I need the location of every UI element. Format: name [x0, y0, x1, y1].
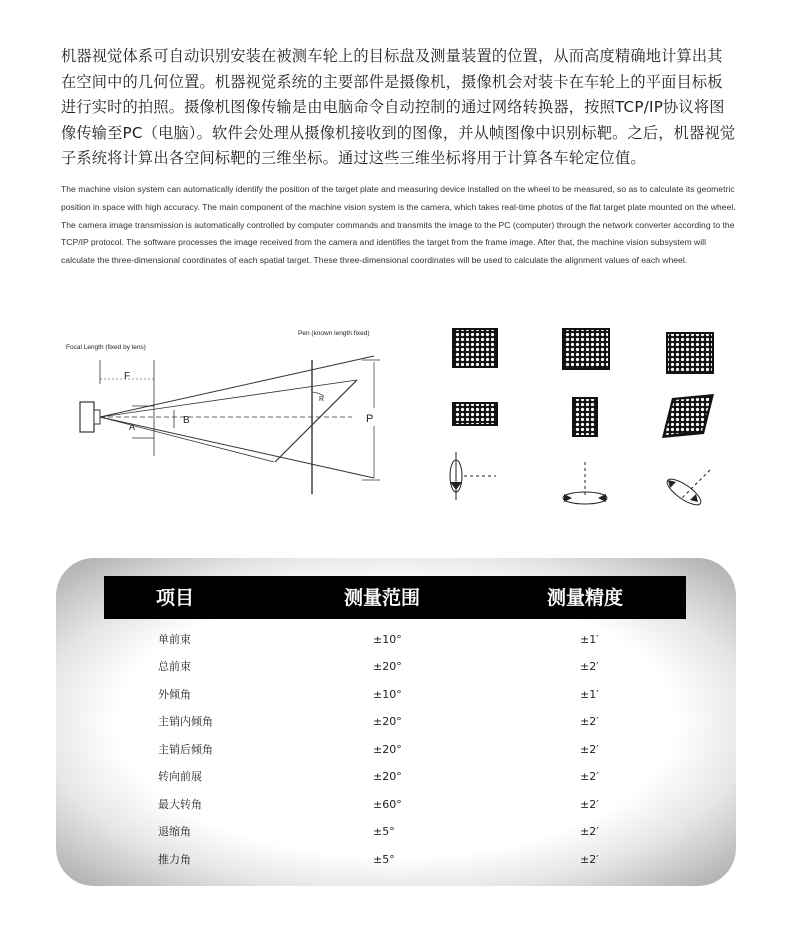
cell-range: ±20° [373, 770, 402, 783]
camera-body [80, 402, 94, 432]
cell-range: ±5° [373, 853, 395, 866]
header-range: 测量范围 [344, 587, 421, 609]
cell-accuracy: ±2′ [580, 770, 599, 783]
table-row [104, 792, 686, 819]
table-row [104, 654, 686, 681]
table-row [104, 847, 686, 874]
r-label: R [319, 396, 325, 403]
rotation-vertical-icon [450, 452, 496, 500]
cell-accuracy: ±2′ [580, 853, 599, 866]
camera-geometry-diagram [62, 322, 392, 507]
target-plate-front-1 [452, 328, 498, 368]
f-label: F [124, 371, 131, 382]
intro-english: The machine vision system can automatically identify the position of the target plate and measuring device installed on the wheel to be measured, so as to calculate its geometric position in space with high accuracy. The main component of the machine vision system is the camera, which takes real-time photos of the flat target plate mounted on the wheel. The camera image transmission is automatically controlled by computer commands and transmits the image to the PC (computer) through the network converter according to the TCP/IP protocol. The software processes the image received from the camera and identifies the target from the frame image. After that, the machine vision subsystem will calculate the three-dimensional coordinates of each spatial target. These three-dimensional coordinates will be used to calculate the alignment values of each wheel. [61, 184, 736, 266]
cell-range: ±20° [373, 660, 402, 673]
cell-accuracy: ±2′ [580, 715, 599, 728]
cell-range: ±20° [373, 743, 402, 756]
rotation-horizontal-icon [563, 462, 607, 504]
target-plate-squeezed-horizontal [452, 402, 498, 426]
cell-item: 退缩角 [158, 825, 191, 838]
target-plate-front-3 [666, 332, 714, 374]
cell-item: 最大转角 [158, 798, 202, 811]
cell-accuracy: ±2′ [580, 825, 599, 838]
header-item: 项目 [156, 587, 195, 609]
cell-range: ±10° [373, 688, 402, 701]
cell-item: 推力角 [158, 853, 191, 866]
table-row [104, 709, 686, 736]
target-plate-squeezed-vertical [572, 397, 598, 437]
cell-item: 主销后倾角 [158, 743, 213, 756]
table-row [104, 737, 686, 764]
table-row [104, 764, 686, 791]
cell-range: ±10° [373, 633, 402, 646]
table-row [104, 819, 686, 846]
cell-range: ±60° [373, 798, 402, 811]
cell-accuracy: ±2′ [580, 798, 599, 811]
target-icons [440, 322, 730, 512]
cell-item: 主销内倾角 [158, 715, 213, 728]
header-accuracy: 测量精度 [547, 587, 624, 609]
cell-accuracy: ±1′ [580, 633, 599, 646]
target-plate-front-2 [562, 328, 610, 370]
table-row [104, 682, 686, 709]
rotation-diagonal-icon [664, 470, 710, 509]
focal-length-label: Focal Length (fixed by lens) [66, 344, 146, 351]
a-label: A [129, 422, 136, 432]
cell-item: 外倾角 [158, 688, 191, 701]
target-plate-skewed [662, 394, 714, 438]
cell-range: ±5° [373, 825, 395, 838]
cell-range: ±20° [373, 715, 402, 728]
cell-accuracy: ±1′ [580, 688, 599, 701]
cell-item: 单前束 [158, 633, 191, 646]
cell-accuracy: ±2′ [580, 743, 599, 756]
cell-accuracy: ±2′ [580, 660, 599, 673]
camera-lens [94, 410, 100, 424]
b-label: B [183, 415, 190, 426]
cell-item: 转向前展 [158, 770, 202, 783]
cell-item: 总前束 [158, 660, 191, 673]
table-row [104, 627, 686, 654]
intro-chinese: 机器视觉体系可自动识别安装在被测车轮上的目标盘及测量装置的位置，从而高度精确地计算出其在空间中的几何位置。机器视觉系统的主要部件是摄像机，摄像机会对装卡在车轮上的平面目标板进行实时的拍照。摄像机图像传输是由电脑命令自动控制的通过网络转换器，按照TCP/IP协议将图像传输至PC（电脑）。软件会处理从摄像机接收到的图像，并从帧图像中识别标靶。之后，机器视觉子系统将计算出各空间标靶的三维坐标。通过这些三维坐标将用于计算各车轮定位值。 [61, 47, 736, 168]
table-header [104, 576, 686, 619]
pen-label: Pen (known length fixed) [298, 330, 370, 337]
p-label: P [366, 413, 374, 425]
